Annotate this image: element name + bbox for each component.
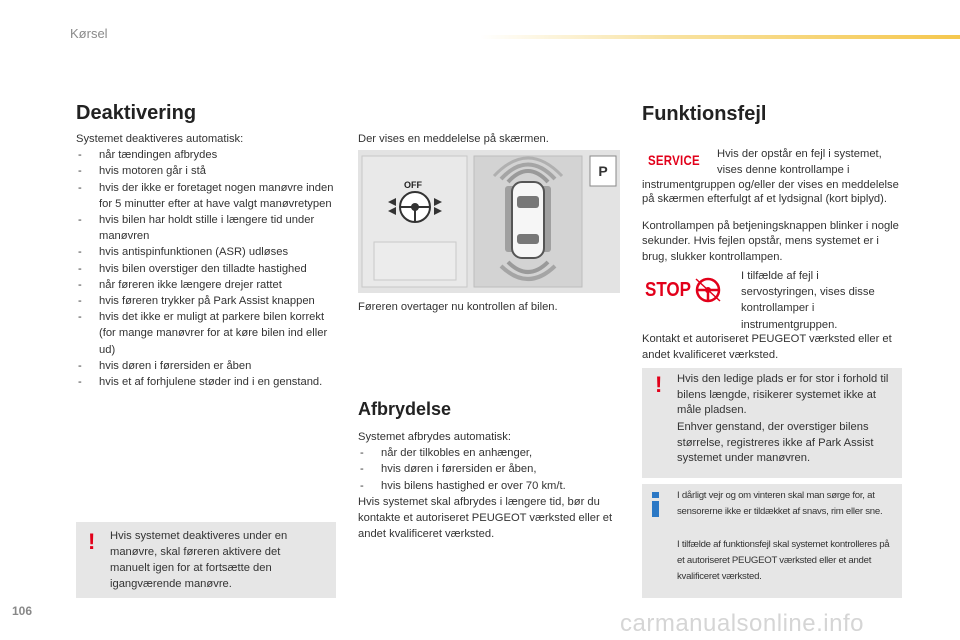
driver-takes-control-text: Føreren overtager nu kontrollen af bilen. (358, 301, 558, 313)
list-item: - hvis der ikke er foretaget nogen manøvre inden for 5 minutter efter at have valgt manøvretypen (76, 180, 342, 212)
funktionsfejl-p2: Kontrollampen på betjeningsknappen blinker i nogle sekunder. Hvis fejlen opstår, mens systemet er i brug, slukker kontrollampen. (642, 220, 899, 263)
off-label: OFF (404, 180, 422, 190)
info-icon (652, 492, 660, 518)
list-item: - når føreren ikke længere drejer rattet (76, 277, 342, 293)
list-item: - hvis døren i førersiden er åben (76, 358, 342, 374)
afbrydelse-body (358, 429, 626, 542)
funktionsfejl-p1-first: Hvis der opstår en fejl i systemet, vises denne kontrollampe i (717, 148, 882, 177)
afbrydelse-intro: Systemet afbrydes automatisk: (358, 431, 511, 443)
stop-warning-lamp-icon: STOP (645, 279, 691, 301)
list-item: - når der tilkobles en anhænger, (358, 445, 626, 461)
warning-icon: ! (655, 372, 663, 397)
deactivation-warning-text: Hvis systemet deaktiveres under en manøvre, skal føreren aktivere det manuelt igen for at fortsætte den igangværende manøvre. (110, 530, 288, 590)
list-item: - hvis føreren trykker på Park Assist knappen (76, 293, 342, 309)
space-warning-p1: Hvis den ledige plads er for stor i forhold til bilens længde, risikerer systemet ikke at måle pladsen. (677, 373, 889, 417)
deaktivering-intro: Systemet deaktiveres automatisk: (76, 133, 244, 145)
section-header: Kørsel (70, 26, 108, 41)
list-item: - hvis bilens hastighed er over 70 km/t. (358, 478, 626, 494)
header-accent-line (480, 35, 960, 39)
funktionsfejl-p4: Kontakt et autoriseret PEUGEOT værksted eller et andet kvalificeret værksted. (642, 333, 892, 362)
service-warning-lamp-icon: SERVICE (648, 152, 700, 168)
funktionsfejl-p1-rest: instrumentgruppen og/eller der vises en meddelelse på skærmen efterfulgt af et lydsignal (kort biplyd). (642, 179, 899, 206)
park-assist-diagram (358, 150, 620, 293)
list-item: - hvis motoren går i stå (76, 163, 342, 179)
warning-icon: ! (88, 529, 96, 554)
deaktivering-body (76, 131, 342, 390)
park-assist-screen-figure (358, 150, 620, 293)
info-p1: I dårligt vejr og om vinteren skal man sørge for, at sensorerne ikke er tildækket af snavs, rim eller sne. (677, 490, 883, 517)
deaktivering-list (76, 147, 342, 390)
watermark: carmanualsonline.info (620, 610, 864, 637)
space-warning-box (642, 368, 902, 478)
afbrydelse-list (358, 445, 626, 494)
space-warning-p2: Enhver genstand, der overstiger bilens størrelse, registreres ikke af Park Assist systemet under manøvren. (677, 421, 874, 465)
deactivation-warning-box (76, 522, 336, 598)
list-item: - hvis døren i førersiden er åben, (358, 461, 626, 477)
list-item: - hvis det ikke er muligt at parkere bilen korrekt (for mange manøvrer for at køre bilen ind eller ud) (76, 309, 342, 358)
info-p2: I tilfælde af funktionsfejl skal systemet kontrolleres på et autoriseret PEUGEOT værksted eller et andet kvalificeret værksted. (677, 539, 890, 582)
deaktivering-heading: Deaktivering (76, 102, 197, 124)
list-item: - hvis bilen overstiger den tilladte hastighed (76, 261, 342, 277)
afbrydelse-outro: Hvis systemet skal afbrydes i længere tid, bør du kontakte et autoriseret PEUGEOT værksted eller et andet kvalificeret værksted. (358, 495, 613, 541)
afbrydelse-heading: Afbrydelse (358, 399, 452, 419)
screen-message-text: Der vises en meddelelse på skærmen. (358, 133, 549, 145)
funktionsfejl-p3: I tilfælde af fejl i servostyringen, vises disse kontrollamper i instrumentgruppen. (741, 270, 875, 331)
page-number: 106 (12, 604, 33, 618)
list-item: - hvis et af forhjulene støder ind i en genstand. (76, 374, 342, 390)
steering-fault-icon (693, 275, 723, 305)
car-top-view-icon (512, 182, 544, 258)
funktionsfejl-heading: Funktionsfejl (642, 103, 767, 125)
list-item: - hvis bilen har holdt stille i længere tid under manøvren (76, 212, 342, 244)
list-item: - hvis antispinfunktionen (ASR) udløses (76, 244, 342, 260)
svg-text:P: P (598, 163, 608, 179)
list-item: - når tændingen afbrydes (76, 147, 342, 163)
info-box (642, 484, 902, 598)
